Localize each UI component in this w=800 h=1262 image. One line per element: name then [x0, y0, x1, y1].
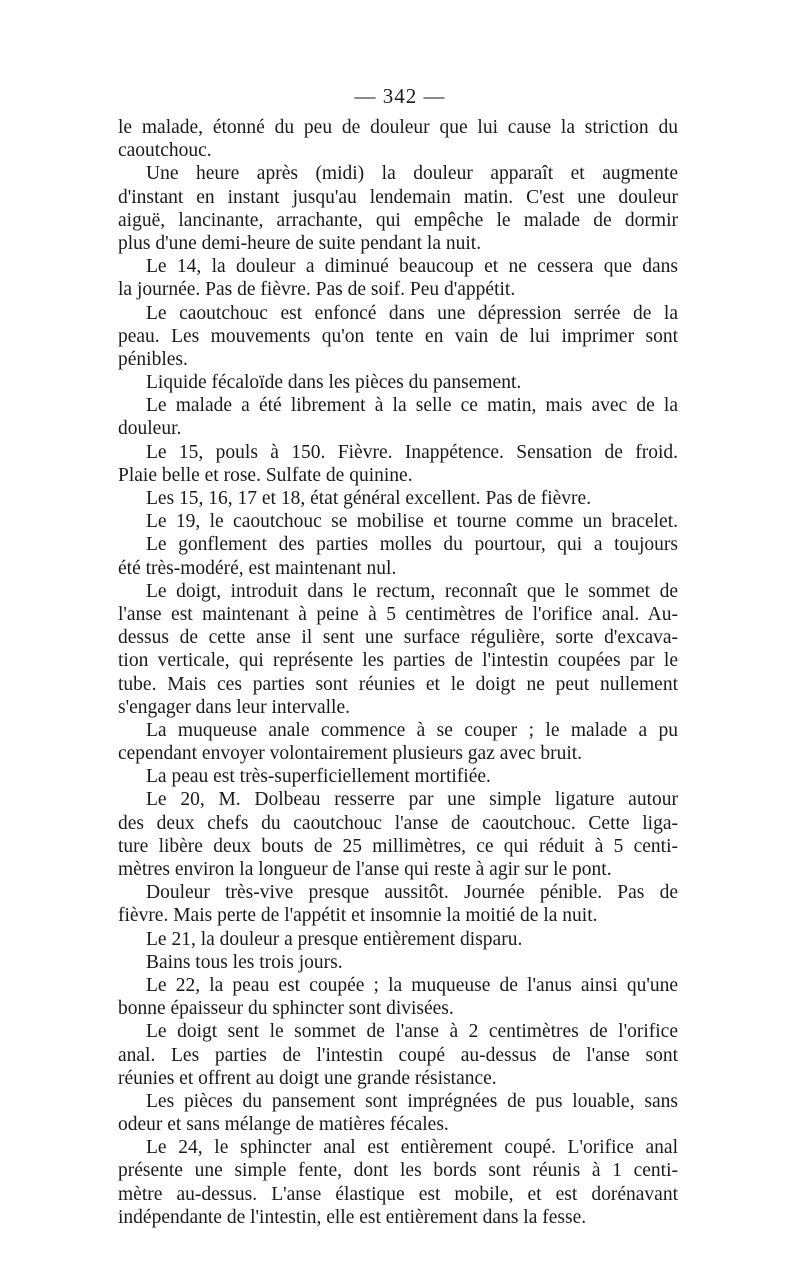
text-line: l'anse est maintenant à peine à 5 centimètres de l'orifice anal. Au-: [118, 603, 678, 625]
text-line: Le doigt sent le sommet de l'anse à 2 centimètres de l'orifice: [146, 1021, 678, 1043]
text-line: Le 20, M. Dolbeau resserre par une simple ligature autour: [146, 789, 678, 811]
text-line: ture libère deux bouts de 25 millimètres, ce qui réduit à 5 centi-: [118, 835, 678, 857]
text-line: pénibles.: [118, 348, 188, 370]
text-line: La muqueuse anale commence à se couper ; le malade a pu: [146, 719, 678, 741]
text-line: Le 19, le caoutchouc se mobilise et tourne comme un bracelet.: [146, 511, 678, 533]
text-line: mètres environ la longueur de l'anse qui reste à agir sur le pont.: [118, 859, 612, 880]
text-line: Le 14, la douleur a diminué beaucoup et ne cessera que dans: [146, 256, 678, 278]
text-line: présente une simple fente, dont les bords sont réunis à 1 centi-: [118, 1160, 678, 1182]
text-line: Le 21, la douleur a presque entièrement disparu.: [146, 928, 523, 950]
text-line: Les pièces du pansement sont imprégnées de pus louable, sans: [146, 1090, 678, 1112]
text-line: Bains tous les trois jours.: [146, 951, 343, 973]
text-line: La peau est très-superficiellement mortifiée.: [146, 766, 491, 788]
text-line: s'engager dans leur intervalle.: [118, 696, 351, 718]
text-line: bonne épaisseur du sphincter sont divisées.: [118, 998, 454, 1020]
body-text: [118, 116, 678, 1229]
text-line: Douleur très-vive presque aussitôt. Journée pénible. Pas de: [146, 882, 678, 904]
text-line: Plaie belle et rose. Sulfate de quinine.: [118, 464, 413, 486]
text-line: dessus de cette anse il sent une surface régulière, sorte d'excava-: [118, 627, 678, 649]
text-line: douleur.: [118, 418, 182, 440]
text-line: Le gonflement des parties molles du pourtour, qui a toujours: [146, 534, 678, 556]
text-line: tube. Mais ces parties sont réunies et le doigt ne peut nullement: [118, 673, 678, 695]
text-line: Le 22, la peau est coupée ; la muqueuse de l'anus ainsi qu'une: [146, 974, 678, 996]
text-line: peau. Les mouvements qu'on tente en vain de lui imprimer sont: [118, 325, 678, 347]
text-line: Une heure après (midi) la douleur apparaît et augmente: [146, 163, 678, 185]
text-line: cependant envoyer volontairement plusieurs gaz avec bruit.: [118, 743, 583, 765]
text-line: réunies et offrent au doigt une grande résistance.: [118, 1067, 497, 1089]
text-line: anal. Les parties de l'intestin coupé au-dessus de l'anse sont: [118, 1044, 678, 1066]
text-line: fièvre. Mais perte de l'appétit et insomnie la moitié de la nuit.: [118, 905, 598, 927]
text-line: caoutchouc.: [118, 140, 212, 162]
text-line: Le caoutchouc est enfoncé dans une dépression serrée de la: [146, 302, 678, 324]
text-line: Liquide fécaloïde dans les pièces du pansement.: [146, 372, 522, 394]
text-line: Les 15, 16, 17 et 18, état général excellent. Pas de fièvre.: [146, 488, 592, 509]
text-line: Le 15, pouls à 150. Fièvre. Inappétence. Sensation de froid.: [146, 441, 678, 463]
text-line: plus d'une demi-heure de suite pendant la nuit.: [118, 232, 482, 254]
text-line: la journée. Pas de fièvre. Pas de soif. Peu d'appétit.: [118, 279, 516, 301]
text-line: été très-modéré, est maintenant nul.: [118, 557, 397, 579]
page-number: — 342 —: [354, 84, 446, 108]
text-line: odeur et sans mélange de matières fécales.: [118, 1114, 449, 1136]
text-line: Le 24, le sphincter anal est entièrement coupé. L'orifice anal: [146, 1137, 678, 1159]
text-line: aiguë, lancinante, arrachante, qui empêche le malade de dormir: [118, 209, 678, 231]
text-line: d'instant en instant jusqu'au lendemain matin. C'est une douleur: [118, 186, 678, 208]
text-line: des deux chefs du caoutchouc l'anse de caoutchouc. Cette liga-: [118, 812, 678, 834]
text-line: Le doigt, introduit dans le rectum, reconnaît que le sommet de: [146, 580, 678, 602]
text-line: mètre au-dessus. L'anse élastique est mobile, et est dorénavant: [118, 1183, 678, 1205]
text-line: tion verticale, qui représente les parties de l'intestin coupées par le: [118, 650, 678, 672]
text-line: le malade, étonné du peu de douleur que lui cause la striction du: [118, 117, 678, 138]
text-line: indépendante de l'intestin, elle est entièrement dans la fesse.: [118, 1206, 587, 1228]
text-line: Le malade a été librement à la selle ce matin, mais avec de la: [146, 395, 678, 417]
